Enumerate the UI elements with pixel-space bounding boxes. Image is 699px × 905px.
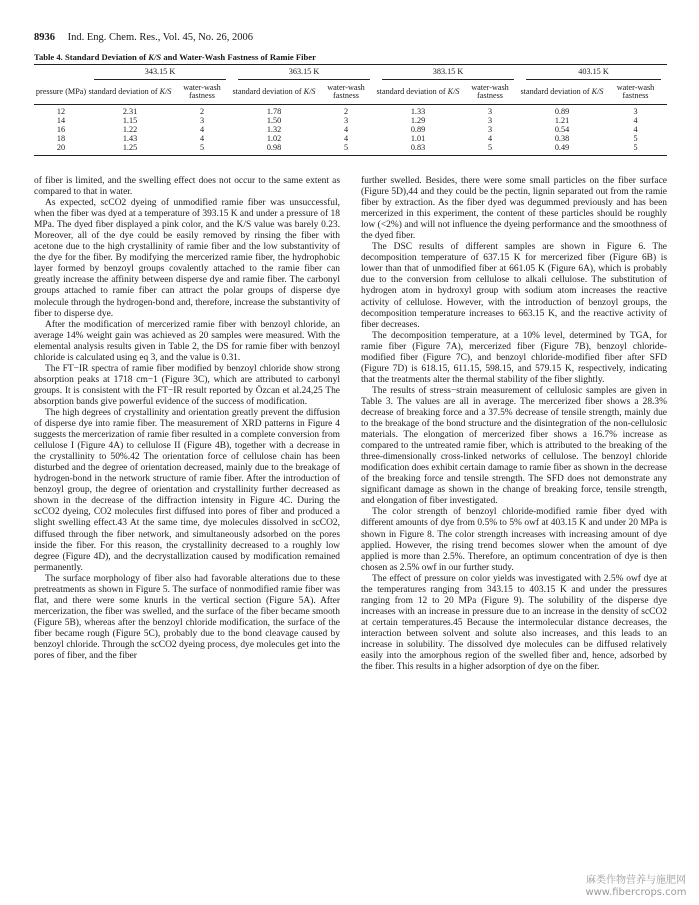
- table-cell: 1.22: [122, 124, 138, 134]
- paragraph: further swelled. Besides, there were some small particles on the fiber surface (Figure 5D),44 and they could be the pectin, lignin separated out from the ramie fiber by extraction. As the fiber dyed was degummed previously and has been mercerized in this experiment, the content of these particles should be roughly low (<2%) and will not influence the dyeing performance and the smoothness of the dyed fiber.: [361, 176, 667, 242]
- table-column-header: water-wash fastness: [604, 82, 667, 105]
- table-cell: 3: [487, 115, 493, 125]
- table-cell: 3: [487, 124, 493, 134]
- table-corner: [34, 65, 88, 82]
- table-cell: 4: [487, 133, 493, 143]
- table-body: [34, 104, 667, 155]
- table-cell: 0.38: [554, 133, 570, 143]
- table-cell: 5: [460, 143, 520, 155]
- table-cell: 5: [633, 133, 638, 143]
- paragraph: The results of stress−strain measurement of cellulosic samples are given in Table 3. The values are all in average. The mercerized fiber shows a 28.3% decrease of breaking force and a 37.5% decrease of tensile strength, mainly due to the breakage of the bond structure and the disintegration of the non-cellulosic materials. The elongation of mercerized fiber shows a 16.7% increase as compared to the untreated ramie fiber, which is attributed to the breaking of the three-dimensionally cross-linked networks of cellulose. The benzoyl chloride modification does exhibit certain damage to ramie fiber as shown in the decrease of the breaking force and tensile strength. The SFD does not demonstrate any significant damage as shown in the change of breaking force, tensile strength, and elongation of fiber investigated.: [361, 385, 667, 507]
- table-cell: 0.89: [554, 106, 570, 116]
- table-cell: 1.25: [88, 143, 172, 155]
- right-text-column: [361, 176, 667, 673]
- table-cell: 1.33: [410, 106, 426, 116]
- paragraph: The decomposition temperature, at a 10% level, determined by TGA, for ramie fiber (Figure 7A), mercerized fiber (Figure 7B), benzoyl chloride-modified fiber (Figure 7C), and benzoyl chloride-modified fiber after SFD (Figure 7D) is 618.15, 611.15, 598.15, and 579.15 K, respectively, indicating that the treatments alter the thermal stability of the fiber slightly.: [361, 330, 667, 385]
- journal-citation: Ind. Eng. Chem. Res., Vol. 45, No. 26, 2006: [67, 32, 254, 43]
- table-column-header: standard deviation of K/S: [520, 82, 604, 105]
- watermark: [581, 875, 691, 899]
- table-cell: 1.50: [266, 115, 282, 125]
- pressure-cell: 14: [56, 115, 66, 125]
- paragraph: of fiber is limited, and the swelling effect does not occur to the same extent as compared to that in water.: [34, 176, 340, 198]
- table-cell: 3: [487, 106, 493, 116]
- watermark-line: 麻类作物营养与施肥网: [586, 875, 686, 886]
- watermark-line: www.fibercrops.com: [585, 887, 687, 898]
- table-column-header: water-wash fastness: [316, 82, 376, 105]
- table-group-header: 403.15 K: [520, 65, 667, 82]
- table-column-header: standard deviation of K/S: [376, 82, 460, 105]
- table-cell: 1.02: [266, 133, 282, 143]
- paragraph: The effect of pressure on color yields was investigated with 2.5% owf dye at the temperatures ranging from 343.15 to 403.15 K and under the pressures ranging from 12 to 20 MPa (Figure 9). The solubility of the disperse dye increases with an increase in pressure due to an increase in the density of scCO2 at certain temperatures.45 Because the intermolecular distance decreases, the interaction between solvent and solute also increases, and this leads to an increase in solubility. The dissolved dye molecules can be diffused relatively easily into the amorphous region of the swelled fiber and, hence, adsorbed by the fiber. This results in a higher adsorption of dye on the fiber.: [361, 573, 667, 673]
- table-group-header: 383.15 K: [376, 65, 520, 82]
- table-cell: 3: [633, 106, 638, 116]
- table-column-header: water-wash fastness: [172, 82, 232, 105]
- table-cell: 4: [633, 124, 638, 134]
- paragraph: The surface morphology of fiber also had favorable alterations due to these pretreatments as shown in Figure 5. The surface of nonmodified ramie fiber was flat, and there were some knurls in the vertical section (Figure 5A). After mercerization, the fiber was swelled, and the surface of the fiber became smooth (Figure 5B), whereas after the benzoyl chloride modification, the surface of the fiber became rough (Figure 5C), probably due to the bond cleavage caused by benzoyl chloride. Through the scCO2 dyeing process, dye molecules get into the pores of fiber, and the fiber: [34, 573, 340, 662]
- paragraph: The FT−IR spectra of ramie fiber modified by benzoyl chloride show strong absorption peaks at 1718 cm−1 (Figure 3C), which are attributed to carbonyl groups. It is consistent with the FT−IR result reported by Özcan et al.24,25 The absorption bands give powerful evidence of the success of modification.: [34, 363, 340, 407]
- table-cell: 2: [199, 106, 205, 116]
- pressure-cell: 20: [34, 143, 88, 155]
- table-cell: 0.83: [376, 143, 460, 155]
- table-cell: 5: [604, 143, 667, 155]
- left-text-column: [34, 176, 340, 662]
- table-column-header: pressure (MPa): [34, 82, 88, 105]
- table-group-header: 363.15 K: [232, 65, 376, 82]
- table-cell: 2.31: [122, 106, 138, 116]
- table-row: [34, 104, 667, 116]
- table-cell: 0.54: [554, 124, 570, 134]
- table-caption: Table 4. Standard Deviation of K/S and Water-Wash Fastness of Ramie Fiber: [34, 52, 316, 62]
- paragraph: As expected, scCO2 dyeing of unmodified ramie fiber was unsuccessful, when the fiber was dyed at a temperature of 393.15 K and under a pressure of 18 MPa. The dyed fiber displayed a pink color, and the K/S value was barely 0.23. Moreover, all of the dye could be easily removed by rinsing the fiber with acetone due to the high crystallinity of ramie fiber and the low substantivity of the dye for the fiber. By modifying the mercerized ramie fiber, the hydrophobic layer formed by benzoyl groups covalently attached to the ramie fiber can greatly increase the affinity between disperse dye and ramie fiber. The carbonyl groups attached to ramie fiber can attract the polar groups of disperse dye molecule through the hydrogen-bond and, therefore, increase the substantivity of fiber to disperse dye.: [34, 198, 340, 319]
- table-row: [34, 143, 667, 155]
- data-table: [34, 64, 667, 156]
- table-cell: 4: [343, 133, 349, 143]
- table-cell: 0.89: [410, 124, 426, 134]
- paragraph: The color strength of benzoyl chloride-modified ramie fiber dyed with different amounts of dye from 0.5% to 5% owf at 403.15 K and under 20 MPa is shown in Figure 8. The color strength increases with increasing amount of dye applied. However, the rising trend becomes slower when the amount of dye applied is more than 2.5%. Therefore, an optimum concentration of dye is then chosen as 2.5% owf in our further study.: [361, 507, 667, 573]
- table-cell: 4: [199, 124, 205, 134]
- table-cell: 1.01: [410, 133, 426, 143]
- table-cell: 1.21: [554, 115, 570, 125]
- table-cell: 1.43: [122, 133, 138, 143]
- table-cell: 5: [316, 143, 376, 155]
- page-number: 8936: [34, 32, 55, 43]
- table-cell: 1.78: [266, 106, 282, 116]
- table-column-header: standard deviation of K/S: [232, 82, 316, 105]
- table-cell: 0.49: [520, 143, 604, 155]
- table-group-header: 343.15 K: [88, 65, 232, 82]
- table-cell: 1.15: [122, 115, 138, 125]
- table-column-header: standard deviation of K/S: [88, 82, 172, 105]
- paragraph: The high degrees of crystallinity and orientation greatly prevent the diffusion of disperse dye into ramie fiber. The measurement of XRD patterns in Figure 4 suggests the mercerization of ramie fiber resulted in a complete conversion from cellulose I (Figure 4A) to cellulose II (Figure 4B), together with a decrease in the crystallinity to 50%.42 The orientation force of cellulose chain has been disturbed and the degree of orientation decreased, mainly due to the breakage of hydrogen-bond in the network structure of ramie fiber. After the introduction of benzoyl group, the degree of orientation and crystallinity further decreased as shown in the decrease of the diffraction intensity in Figure 4C. During the scCO2 dyeing, CO2 molecules first diffused into pores of fiber and produced a slight swelling effect.43 At the same time, dye molecules dissolved in scCO2, diffused through the fiber network, and simultaneously adsorbed on the pores inside the fiber. For this reason, the crystallinity decreased to a roughly low degree (Figure 4D), and the decrystallization caused by modification remained permanently.: [34, 407, 340, 573]
- table-cell: 0.98: [232, 143, 316, 155]
- pressure-cell: 18: [56, 133, 66, 143]
- table-column-header: water-wash fastness: [460, 82, 520, 105]
- table-cell: 4: [343, 124, 349, 134]
- paragraph: The DSC results of different samples are shown in Figure 6. The decomposition temperature of 637.15 K for mercerized fiber (Figure 6B) is lower than that of unmodified fiber at 661.05 K (Figure 6A), which is probably due to the conversion from cellulose to alkali cellulose. The substitution of hydrogen atom in hydroxyl group with sodium atom increases the reactive activity of cellulose. However, with the introduction of benzoyl groups, the decomposition temperature increases to 663.15 K, and the reactive activity of fiber decreases.: [361, 242, 667, 330]
- page-header: [34, 32, 253, 43]
- pressure-cell: 16: [56, 124, 66, 134]
- table-cell: 3: [199, 115, 205, 125]
- table-cell: 5: [172, 143, 232, 155]
- table-cell: 2: [343, 106, 349, 116]
- table-cell: 1.29: [410, 115, 426, 125]
- table-cell: 4: [199, 133, 205, 143]
- table-cell: 3: [343, 115, 349, 125]
- table-cell: 4: [633, 115, 638, 125]
- table-cell: 1.32: [266, 124, 282, 134]
- paragraph: After the modification of mercerized ramie fiber with benzoyl chloride, an average 14% weight gain was achieved as 20 samples were measured. With the elemental analysis results given in Table 2, the DS for ramie fiber with benzoyl chloride is calculated using eq 3, and the value is 0.31.: [34, 319, 340, 363]
- pressure-cell: 12: [56, 106, 66, 116]
